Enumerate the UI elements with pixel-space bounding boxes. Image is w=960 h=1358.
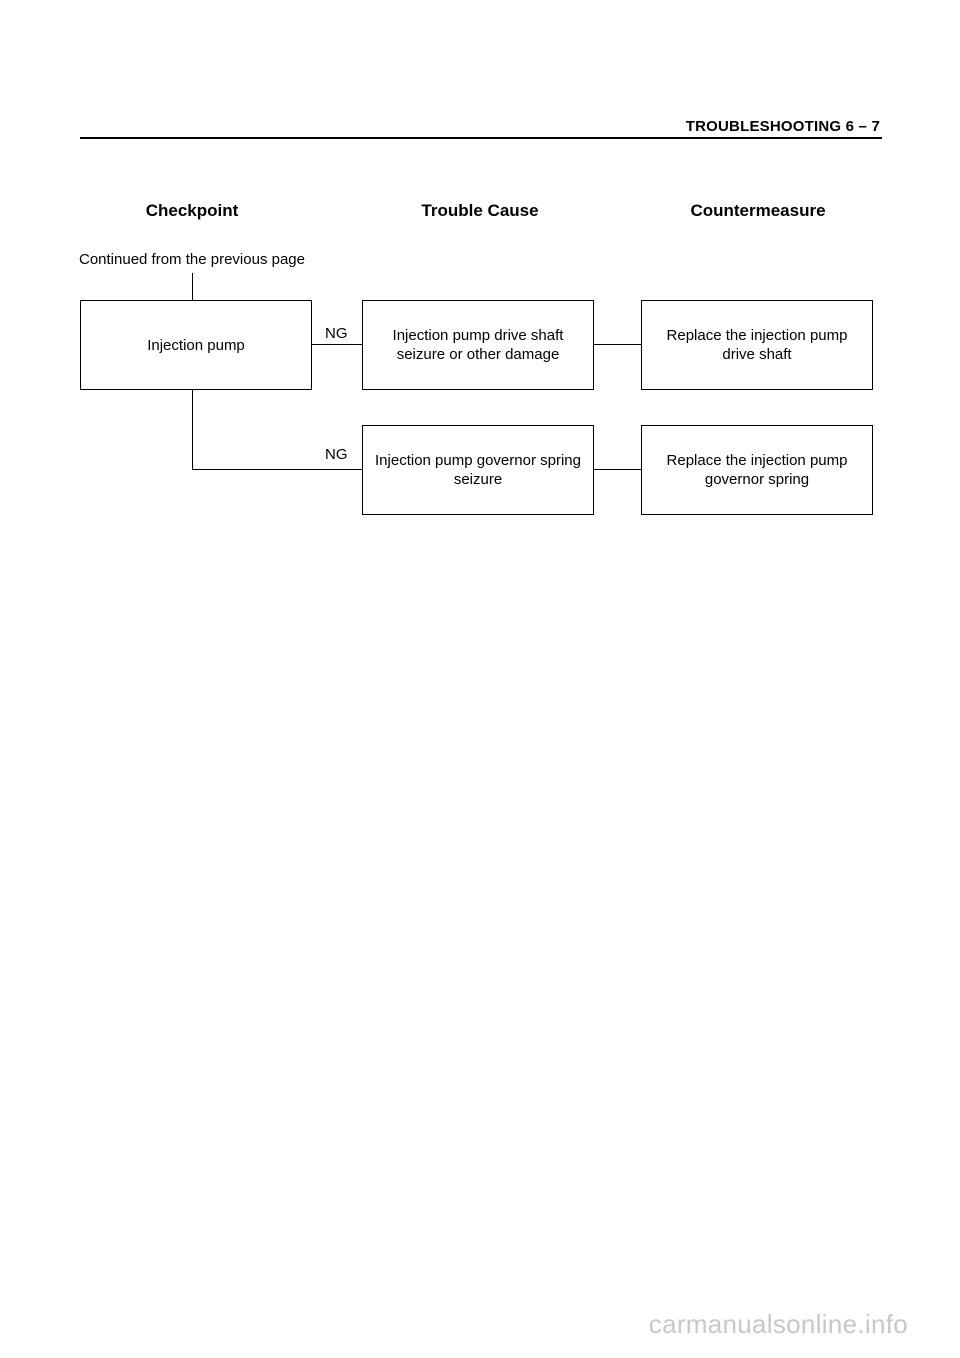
- countermeasure-box-1-label: Replace the injection pump drive shaft: [666, 327, 848, 363]
- countermeasure-box-1: [641, 300, 873, 390]
- column-heading-trouble-cause: Trouble Cause: [421, 201, 539, 220]
- connector-cause-2-to-fix-2: [594, 469, 642, 470]
- connector-from-previous: [192, 273, 193, 301]
- cause-box-2: [362, 425, 594, 515]
- cause-box-1: [362, 300, 594, 390]
- connector-branch-2-horizontal: [192, 469, 363, 470]
- ng-label-branch-1: NG: [325, 325, 348, 342]
- countermeasure-box-2: [641, 425, 873, 515]
- column-heading-countermeasure: Countermeasure: [690, 201, 826, 220]
- countermeasure-box-2-label: Replace the injection pump governor spring: [666, 452, 848, 488]
- cause-box-2-label: Injection pump governor spring seizure: [375, 452, 581, 488]
- column-heading-checkpoint: Checkpoint: [145, 201, 239, 220]
- connector-cause-1-to-fix-1: [594, 344, 642, 345]
- connector-branch-1-horizontal: [311, 344, 363, 345]
- page-header-title: TROUBLESHOOTING 6 – 7: [685, 118, 880, 135]
- cause-box-1-label: Injection pump drive shaft seizure or other damage: [392, 327, 564, 363]
- continued-note: Continued from the previous page: [79, 251, 305, 268]
- connector-down-branch: [192, 389, 193, 470]
- checkpoint-box-label: Injection pump: [147, 336, 245, 354]
- header-divider: [80, 137, 882, 139]
- ng-label-branch-2: NG: [325, 446, 348, 463]
- checkpoint-box-injection-pump: [80, 300, 312, 390]
- watermark: carmanualsonline.info: [648, 1309, 908, 1339]
